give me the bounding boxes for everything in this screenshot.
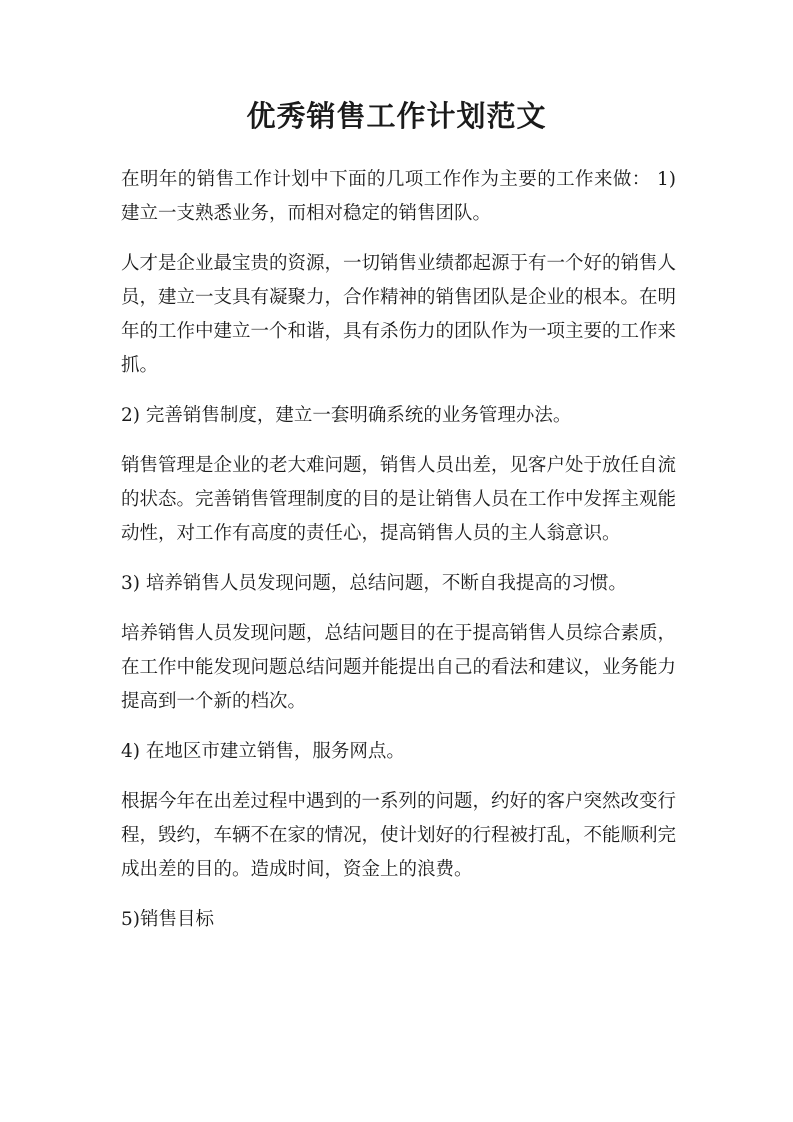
- paragraph-management: 销售管理是企业的老大难问题，销售人员出差，见客户处于放任自流的状态。完善销售管理制度的目的是让销售人员在工作中发挥主观能动性，对工作有高度的责任心，提高销售人员的主人翁意识。: [121, 455, 677, 544]
- paragraph-team: 人才是企业最宝贵的资源，一切销售业绩都起源于有一个好的销售人员，建立一支具有凝聚力，合作精神的销售团队是企业的根本。在明年的工作中建立一个和谐，具有杀伤力的团队作为一项主要的工作来抓。: [121, 253, 677, 376]
- paragraph-training: 培养销售人员发现问题，总结问题目的在于提高销售人员综合素质，在工作中能发现问题总结问题并能提出自己的看法和建议，业务能力提高到一个新的档次。: [121, 623, 677, 712]
- paragraph-item-3: 3) 培养销售人员发现问题，总结问题，不断自我提高的习惯。: [121, 573, 627, 594]
- paragraph-intro: 在明年的销售工作计划中下面的几项工作作为主要的工作来做： 1) 建立一支熟悉业务，而相对稳定的销售团队。: [121, 169, 676, 224]
- document-title: 优秀销售工作计划范文: [246, 99, 547, 133]
- paragraph-item-2: 2) 完善销售制度，建立一套明确系统的业务管理办法。: [121, 405, 572, 426]
- paragraph-item-5: 5)销售目标: [121, 909, 214, 930]
- paragraph-network: 根据今年在出差过程中遇到的一系列的问题，约好的客户突然改变行程，毁约，车辆不在家的情况，使计划好的行程被打乱，不能顺利完成出差的目的。造成时间，资金上的浪费。: [121, 791, 677, 880]
- document-body: [121, 163, 676, 953]
- paragraph-item-4: 4) 在地区市建立销售，服务网点。: [121, 741, 405, 762]
